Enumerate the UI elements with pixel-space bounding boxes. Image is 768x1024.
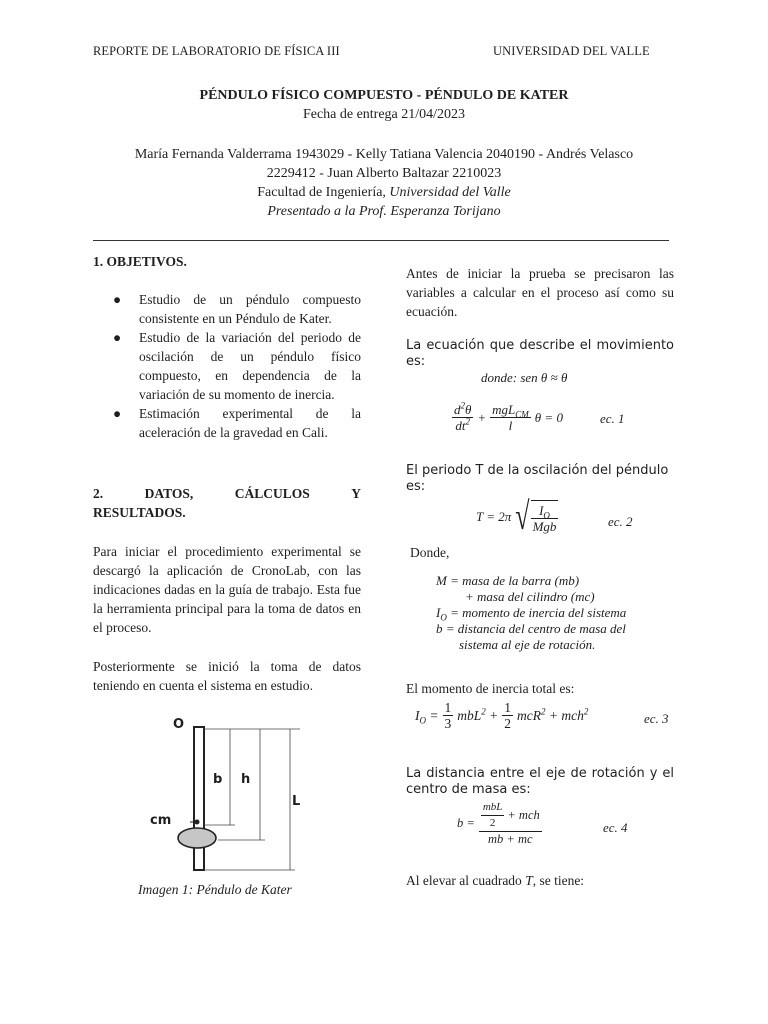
equation-3: $I_O$ = $\frac{1}{3}$ mbL$^2$ + $\frac{1}{2}$ mcR$^2$ + mch$^2$ [415, 700, 589, 731]
authors-line-2: 2229412 - Juan Alberto Baltazar 2210023 [266, 166, 502, 181]
squaring-text: Al elevar al cuadrado T, se tiene: [406, 873, 585, 888]
variable-definitions [436, 573, 626, 653]
bullet-dot-icon: ● [113, 330, 122, 345]
faculty-name: Facultad de Ingeniería, [257, 185, 386, 200]
objectives-list [113, 290, 361, 442]
bullet-dot-icon: ● [113, 292, 122, 307]
paper-title: PÉNDULO FÍSICO COMPUESTO - PÉNDULO DE KATER [199, 88, 569, 103]
period-text: El periodo T de la oscilación del péndulo es: [406, 463, 669, 494]
equation-3-number: ec. 3 [644, 711, 669, 726]
submission-date: Fecha de entrega 21/04/2023 [302, 107, 466, 122]
equation-1: $\frac{d^2\theta}{dt^2}$ + $\frac{mgL_{CM}}{l}$ θ = 0 [454, 400, 563, 433]
pendulum-diagram [140, 715, 335, 880]
authors-line-1: María Fernanda Valderrama 1943029 - Kelly Tatiana Valencia 2040190 - Andrés Velasco [134, 147, 634, 162]
label-b: b [213, 772, 223, 787]
section-2-heading: 2. DATOS, CÁLCULOS Y [93, 486, 361, 501]
equation-1-number: ec. 1 [600, 411, 625, 426]
equation-4: b = $\frac{\text{mbL}}{2}$ + mch mb + mc [457, 801, 540, 846]
section-2-heading-line-2: RESULTADOS. [93, 505, 186, 520]
where-label: Donde, [410, 545, 450, 560]
pivot-label-O: O [173, 717, 185, 732]
equation-2-number: ec. 2 [608, 514, 633, 529]
variables-intro: Antes de iniciar la prueba se precisaron las variables a calcular en el proceso así como su ecuación. [406, 266, 674, 319]
motion-equation-text: La ecuación que describe el movimiento es: [406, 338, 674, 369]
definition-b-cont: sistema al eje de rotación. [459, 637, 596, 652]
kater-pendulum-figure [140, 715, 335, 880]
objective-item: ● Estudio de la variación del periodo de oscilación de un péndulo físico compuesto, en dependencia de la variación de su momento de inercia. [113, 330, 361, 402]
label-L: L [292, 794, 301, 809]
equation-2: T = 2π √ $\frac{I_O}{\text{Mgb}}$ [476, 494, 557, 538]
objective-item: ● Estimación experimental de la aceleración de la gravedad en Cali. [113, 406, 361, 440]
presented-to: Presentado a la Prof. Esperanza Torijano [267, 204, 501, 219]
procedure-paragraph: Para iniciar el procedimiento experimental se descargó la aplicación de CronoLab, con las indicaciones dadas en la guía de trabajo. Esta fue la herramienta principal para la toma de datos en el proceso. [93, 544, 361, 635]
label-h: h [241, 772, 251, 787]
inertia-text: El momento de inercia total es: [406, 681, 575, 696]
definition-Io: $I_O$ = momento de inercia del sistema [436, 605, 627, 623]
data-collection-paragraph: Posteriormente se inició la toma de datos teniendo en cuenta el sistema en estudio. [93, 659, 361, 693]
definition-M: M = masa de la barra (mb) [436, 573, 580, 588]
distance-text: La distancia entre el eje de rotación y el centro de masa es: [406, 766, 674, 797]
figure-caption: Imagen 1: Péndulo de Kater [138, 882, 292, 897]
running-header-right: UNIVERSIDAD DEL VALLE [493, 44, 650, 58]
definition-b: b = distancia del centro de masa del [436, 621, 626, 636]
objective-item: ● Estudio de un péndulo compuesto consistente en un Péndulo de Kater. [113, 292, 361, 326]
equation-4-number: ec. 4 [603, 820, 628, 835]
running-header-left: REPORTE DE LABORATORIO DE FÍSICA III [93, 44, 340, 58]
label-cm: cm [150, 813, 172, 828]
affiliation [0, 185, 768, 201]
cylinder-mass-icon [178, 828, 216, 848]
definition-M-cont: + masa del cilindro (mc) [465, 589, 595, 604]
section-1-heading: 1. OBJETIVOS. [93, 254, 187, 269]
header-divider [93, 240, 669, 241]
bullet-dot-icon: ● [113, 406, 122, 421]
university-name: Universidad del Valle [389, 185, 511, 200]
small-angle-approximation: donde: sen θ ≈ θ [481, 370, 568, 385]
